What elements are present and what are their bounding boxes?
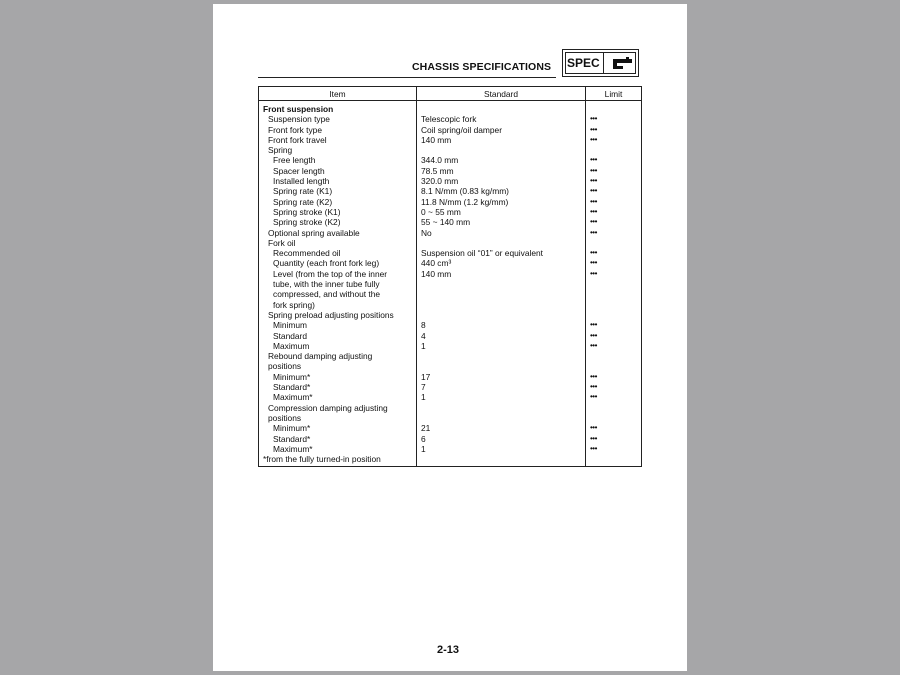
spec-standard-value xyxy=(421,300,585,310)
spec-standard-value xyxy=(421,413,585,423)
spec-limit-value: ••• xyxy=(590,186,597,196)
spec-limit-value xyxy=(590,145,641,155)
spec-item: positions xyxy=(268,361,302,372)
spec-limit-value xyxy=(590,289,641,299)
manual-page xyxy=(213,4,687,671)
spec-standard-value xyxy=(421,361,585,371)
spec-standard-value xyxy=(421,403,585,413)
spec-limit-value: ••• xyxy=(590,165,597,175)
spec-item: compressed, and without the xyxy=(273,289,381,300)
spec-limit-value: ••• xyxy=(590,330,597,340)
spec-limit-value: ••• xyxy=(590,217,597,227)
spec-item: Standard* xyxy=(273,433,311,444)
spec-item: Spring stroke (K2) xyxy=(273,217,341,228)
spec-standard-value: Telescopic fork xyxy=(421,114,477,125)
spec-item: Free length xyxy=(273,155,316,166)
spec-item: Minimum* xyxy=(273,423,311,434)
page-number: 2-13 xyxy=(437,644,460,656)
spec-standard-value xyxy=(421,454,585,464)
spec-item: fork spring) xyxy=(273,299,315,310)
header-rule xyxy=(258,77,556,78)
spec-limit-value xyxy=(590,403,641,413)
spec-limit-value: ••• xyxy=(590,423,597,433)
spec-limit-value xyxy=(590,279,641,289)
spec-item: *from the fully turned-in position xyxy=(263,454,381,465)
spec-standard-value: No xyxy=(421,227,432,238)
spec-limit-value xyxy=(590,351,641,361)
spec-item: Installed length xyxy=(273,176,330,187)
spec-standard-value: 55 ~ 140 mm xyxy=(421,217,471,228)
spec-standard-value: 78.5 mm xyxy=(421,165,454,176)
spec-standard-value xyxy=(421,351,585,361)
spec-standard-value: 0 ~ 55 mm xyxy=(421,206,461,217)
spec-item: Minimum xyxy=(273,320,307,331)
spec-limit-value: ••• xyxy=(590,155,597,165)
spec-limit-value: ••• xyxy=(590,114,597,124)
spec-item: Minimum* xyxy=(273,371,311,382)
spec-item: Spring rate (K1) xyxy=(273,186,333,197)
spec-limit-value: ••• xyxy=(590,340,597,350)
spec-badge-label: SPEC xyxy=(567,56,600,70)
spec-standard-value xyxy=(421,104,585,114)
spec-item: Standard* xyxy=(273,382,311,393)
spec-item: Compression damping adjusting xyxy=(268,402,388,413)
spec-table xyxy=(258,86,642,467)
spec-item: Spring preload adjusting positions xyxy=(268,309,394,320)
spec-limit-value: ••• xyxy=(590,433,597,443)
spec-badge xyxy=(562,49,639,77)
spec-standard-value xyxy=(421,289,585,299)
spec-item: Maximum* xyxy=(273,392,313,403)
spec-standard-value: 320.0 mm xyxy=(421,176,459,187)
table-header-row xyxy=(259,87,642,101)
spec-item: Spring rate (K2) xyxy=(273,196,333,207)
spec-item: Optional spring available xyxy=(268,227,360,238)
spec-standard-value xyxy=(421,145,585,155)
spec-item: Standard xyxy=(273,330,307,341)
spec-limit-value: ••• xyxy=(590,371,597,381)
spec-standard-value xyxy=(421,279,585,289)
spec-standard-value: 140 mm xyxy=(421,134,452,145)
spec-standard-value: 6 xyxy=(421,433,426,444)
col-header-item: Item xyxy=(259,87,417,101)
spec-standard-value: 21 xyxy=(421,423,431,434)
spec-item: Fork oil xyxy=(268,237,296,248)
spec-item: Level (from the top of the inner xyxy=(273,268,388,279)
spec-item: Spacer length xyxy=(273,165,325,176)
standard-column xyxy=(417,101,586,467)
spec-item: Front fork type xyxy=(268,124,322,135)
spec-standard-value: 4 xyxy=(421,330,426,341)
table-body-row xyxy=(259,101,642,467)
spec-standard-value: 11.8 N/mm (1.2 kg/mm) xyxy=(421,196,509,207)
spec-limit-value: ••• xyxy=(590,258,597,268)
spec-standard-value: 1 xyxy=(421,392,426,403)
spec-limit-value xyxy=(590,413,641,423)
spec-limit-value: ••• xyxy=(590,248,597,258)
page-title: CHASSIS SPECIFICATIONS xyxy=(412,61,552,73)
spec-item: Spring stroke (K1) xyxy=(273,206,341,217)
spec-limit-value: ••• xyxy=(590,320,597,330)
spec-limit-value: ••• xyxy=(590,392,597,402)
spec-standard-value: 1 xyxy=(421,340,426,351)
spec-limit-value xyxy=(590,361,641,371)
spec-item: Spring xyxy=(268,145,293,156)
spec-limit-value: ••• xyxy=(590,176,597,186)
spec-limit-value xyxy=(590,104,641,114)
spec-item: Rebound damping adjusting xyxy=(268,351,373,362)
spec-standard-value: 1 xyxy=(421,443,426,454)
spec-standard-value: 344.0 mm xyxy=(421,155,459,166)
spec-standard-value: 440 cm³ xyxy=(421,258,452,269)
spec-standard-value: Coil spring/oil damper xyxy=(421,124,502,135)
caliper-icon xyxy=(610,57,634,71)
spec-standard-value: 8.1 N/mm (0.83 kg/mm) xyxy=(421,186,509,197)
spec-limit-value: ••• xyxy=(590,382,597,392)
col-header-limit: Limit xyxy=(586,87,642,101)
spec-limit-value: ••• xyxy=(590,206,597,216)
spec-limit-value xyxy=(590,300,641,310)
spec-limit-value xyxy=(590,238,641,248)
spec-limit-value: ••• xyxy=(590,227,597,237)
spec-item: tube, with the inner tube fully xyxy=(273,279,380,290)
spec-limit-value: ••• xyxy=(590,134,597,144)
col-header-standard: Standard xyxy=(417,87,586,101)
spec-standard-value xyxy=(421,310,585,320)
spec-item: Maximum* xyxy=(273,443,313,454)
badge-divider xyxy=(603,52,604,74)
spec-item: positions xyxy=(268,412,302,423)
item-column xyxy=(259,101,417,467)
spec-item: Front suspension xyxy=(263,104,334,114)
spec-item: Quantity (each front fork leg) xyxy=(273,258,380,269)
spec-item: Suspension type xyxy=(268,114,330,125)
spec-item: Front fork travel xyxy=(268,134,327,145)
spec-item: Recommended oil xyxy=(273,248,341,259)
spec-standard-value: 140 mm xyxy=(421,268,452,279)
spec-standard-value: 7 xyxy=(421,382,426,393)
limit-column xyxy=(586,101,642,467)
spec-standard-value xyxy=(421,238,585,248)
spec-limit-value: ••• xyxy=(590,124,597,134)
spec-limit-value xyxy=(590,454,641,464)
spec-limit-value: ••• xyxy=(590,196,597,206)
spec-limit-value xyxy=(590,310,641,320)
spec-item: Maximum xyxy=(273,340,310,351)
spec-limit-value: ••• xyxy=(590,268,597,278)
spec-standard-value: 8 xyxy=(421,320,426,331)
spec-standard-value: 17 xyxy=(421,371,431,382)
spec-limit-value: ••• xyxy=(590,443,597,453)
spec-standard-value: Suspension oil “01” or equivalent xyxy=(421,248,543,259)
